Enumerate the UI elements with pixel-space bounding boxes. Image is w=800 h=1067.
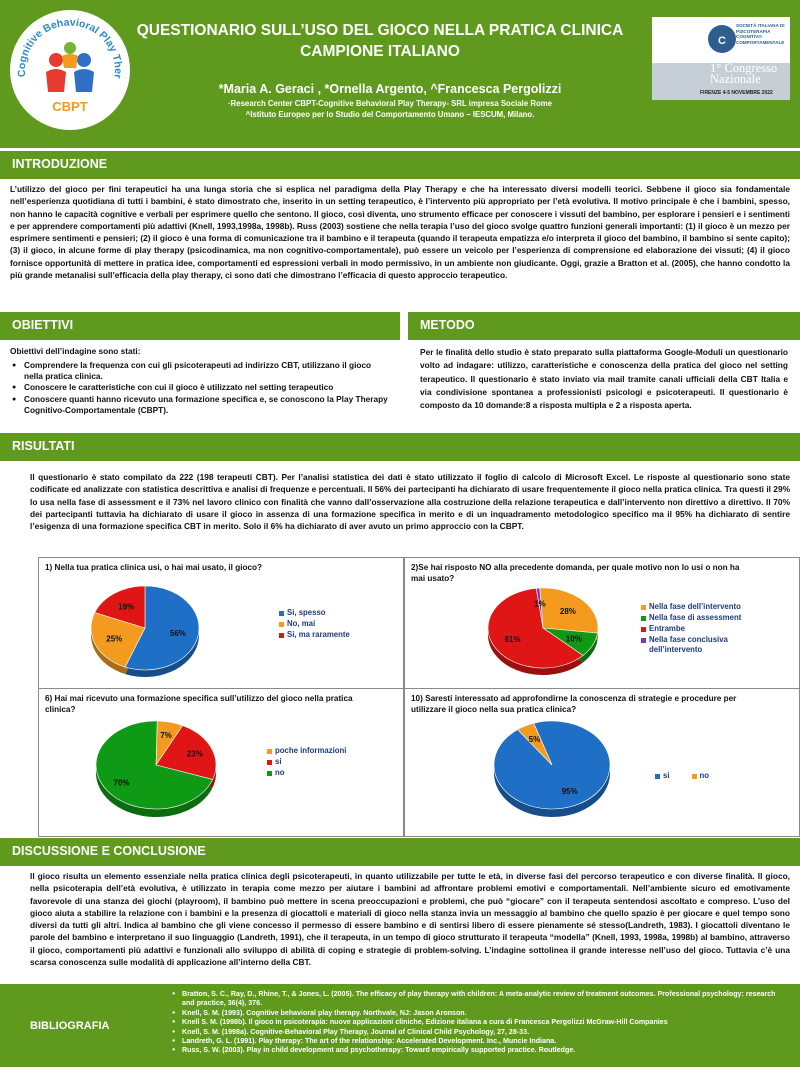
bibliografia-item: ● Bratton, S. C., Ray, D., Rhine, T., & Jones, L. (2005). The efficacy of play therapy with children: A meta-analytic review of treatment outcomes. Professional psychology: research and practice, 36(4), 376. <box>170 990 785 1009</box>
congress-date: FIRENZE 4-5 NOVEMBRE 2022 <box>700 90 773 96</box>
discussione-text: Il gioco risulta un elemento essenziale nella pratica clinica degli psicoterapeuti, in quanto utilizzabile per tutte le età, in diverse fasi del percorso terapeutico e con diverse finalità. Il gioco, nella psicoterapia dell’età evolutiva, è utilizzato in terapia come mezzo per aiutare i bambini ad affrontare problemi emotivi e comportamentali. Nell’ambiente sicuro ed emotivamente favorevole di una stanza dei giochi (playroom), il bambino può mettere in scena preoccupazioni e problemi, che può “giocare” con il terapeuta sentendosi ascoltato e compreso. L’uso del gioco aiuta a stabilire la relazione con i bambini e la presenza di giocattoli e materiali di gioco nella stanza invia un messaggio al bambino che quello spazio è per giocare e quel tempo sono diversi da tutti gli altri. Indica al bambino che gli viene concesso il permesso di essere bambino e di sentirsi libero di essere pienamente sé stesso(Landreth, 1983). I giocattoli diventano le parole del bambino e interpretano il suo linguaggio (Landreth, 1991), che il terapeuta, in un tempo di gioco strutturato il terapeuta “modella” (Knell, 1993, 1998a, 1998b) al bambino, attraverso il gioco, comportamenti più adattivi e funzionali allo sviluppo di abilità di coping e strategie di problem-solving. L’indagine sottolinea il grande interesse nell’uso del gioco. Tuttavia c’è una scarsa conoscenza sulle modalità di applicazione all’interno della CBT. <box>30 871 790 968</box>
chart-cell-3 <box>38 688 404 837</box>
legend-label: Nella fase di assessment <box>649 613 742 622</box>
pie-data-label: 61% <box>504 635 521 645</box>
pie-chart-1 <box>89 580 269 688</box>
legend-label: Entrambe <box>649 624 685 633</box>
affiliation-2: ^Istituto Europeo per lo Studio del Comportamento Umano – IESCUM, Milano. <box>245 110 535 119</box>
chart-legend-3 <box>267 746 387 779</box>
legend-swatch <box>641 616 646 621</box>
chart-question: 1) Nella tua pratica clinica usi, o hai mai usato, il gioco? <box>45 563 263 572</box>
bibliografia-item: ● Knell S. M. (1998b). Il gioco in psicoterapia: nuove applicazioni cliniche, Edizione italiana a cura di Francesca Pergolizzi McGraw-Hill Companies <box>170 1018 785 1027</box>
legend-label: Nella fase dell’intervento <box>649 602 741 611</box>
legend-swatch <box>692 774 697 779</box>
legend-swatch <box>279 611 284 616</box>
chart-legend-1 <box>279 608 389 641</box>
bibliografia-item: ● Russ, S. W. (2003). Play in child development and psychotherapy: Toward empirically supported practice. Routledge. <box>170 1046 785 1055</box>
legend-label: Si, ma raramente <box>287 630 350 639</box>
legend-label: no <box>699 771 710 780</box>
charts-grid <box>38 557 800 837</box>
title-line-2: CAMPIONE ITALIANO <box>300 43 460 60</box>
legend-swatch <box>641 627 646 632</box>
affiliation-1: ·Research Center CBPT-Cognitive Behavioral Play Therapy- SRL impresa Sociale Rome <box>228 99 552 108</box>
svg-text:Cognitive Behavioral Play Ther: Cognitive Behavioral Play Ther <box>15 16 125 80</box>
pie-data-label: 28% <box>559 607 576 617</box>
intro-heading: INTRODUZIONE <box>0 151 800 179</box>
bibliografia-item: ● Knell, S. M. (1993). Cognitive behavioral play therapy. Northvale, NJ: Jason Aronson. <box>170 1009 785 1018</box>
legend-label: no <box>275 768 285 777</box>
obiettivi-item: ● Comprendere la frequenza con cui gli psicoterapeuti ad indirizzo CBT, utilizzano il gioco nella pratica clinica. <box>10 360 390 382</box>
pie-data-label: 23% <box>186 749 203 759</box>
chart-cell-4 <box>404 688 800 837</box>
legend-swatch <box>267 771 272 776</box>
legend-item <box>279 630 389 640</box>
pie-data-label: 95% <box>561 786 578 796</box>
legend-label: No, mai <box>287 619 316 628</box>
legend-item <box>267 768 387 778</box>
legend-item <box>655 771 670 781</box>
obiettivi-item: ● Conoscere quanti hanno ricevuto una formazione specifica e, se conoscono la Play Therapy Cognitivo-Comportamentale (CBPT). <box>10 394 390 416</box>
legend-swatch <box>279 633 284 638</box>
pie-data-label: 56% <box>169 628 186 638</box>
pie-data-label: 25% <box>106 634 123 644</box>
legend-label: si <box>663 771 670 780</box>
bibliografia-list <box>170 990 785 1056</box>
legend-item <box>641 635 751 655</box>
legend-swatch <box>641 605 646 610</box>
chart-cell-1 <box>38 557 404 688</box>
pie-data-label: 10% <box>565 634 582 644</box>
chart-question: 2)Se hai risposto NO alla precedente domanda, per quale motivo non lo usi o non ha mai usato? <box>411 563 740 583</box>
chart-legend-4 <box>655 771 765 782</box>
cbpt-logo <box>8 8 132 132</box>
obiettivi-item: ● Conoscere le caratteristiche con cui il gioco è utilizzato nel setting terapeutico <box>10 382 390 393</box>
pie-chart-3 <box>94 717 274 833</box>
legend-item <box>641 602 751 612</box>
legend-swatch <box>267 760 272 765</box>
metodo-text: Per le finalità dello studio è stato preparato sulla piattaforma Google-Moduli un questionario volto ad indagare: utilizzo, caratteristiche e conoscenza della pratica del gioco nel setting terapeutico. Il questionario è stato inviato via mail tramite canali ufficiali della CBT Italia e via condivisione spontanea a professionisti psicologi e psicoterapeuti. Il questionario è composto da 10 domande:8 a risposta multipla e 2 a risposta aperta. <box>420 347 788 411</box>
legend-label: poche informazioni <box>275 746 347 755</box>
congress-society: SOCIETÀ ITALIANA DI PSICOTERAPIA COGNITIVO COMPORTAMENTALE <box>736 23 785 45</box>
congress-line-2: Nazionale <box>710 72 761 86</box>
legend-label: Si, spesso <box>287 608 326 617</box>
congress-line-1: 1° Congresso <box>710 61 778 75</box>
discussione-heading: DISCUSSIONE E CONCLUSIONE <box>0 838 800 866</box>
bibliografia-item: ● Landreth, G. L. (1991). Play therapy: The art of the relationship: Accelerated Development. Inc., Muncie Indiana. <box>170 1037 785 1046</box>
congress-badge <box>652 17 790 100</box>
legend-item <box>267 757 387 767</box>
legend-swatch <box>267 749 272 754</box>
chart-question: 10) Saresti interessato ad approfondirne la conoscenza di strategie e procedure per utilizzare il gioco nella sua pratica clinica? <box>411 694 737 714</box>
legend-item <box>279 608 389 618</box>
legend-label: si <box>275 757 282 766</box>
legend-item <box>279 619 389 629</box>
metodo-heading: METODO <box>408 312 800 340</box>
pie-data-label: 19% <box>118 602 135 612</box>
pie-data-label: 5% <box>528 735 541 745</box>
risultati-heading: RISULTATI <box>0 433 800 461</box>
pie-chart-4 <box>490 717 650 833</box>
intro-text: L’utilizzo del gioco per fini terapeutici ha una lunga storia che si esplica nel paradigma della Play Therapy e che ha interessato diversi modelli teorici. Sebbene il gioco sia fondamentale nell’esperienza quotidiana di tutti i bambini, è stato dimostrato che, inserito in un setting terapeutico, è l’intervento più appropriato per l’età evolutiva. Il motivo principale è che i bambini, spesso, non hanno le capacità cognitive e verbali per esprimere quello che sentono. Il gioco, così diventa, uno strumento efficace per conoscere i vissuti del bambino, per esplorare i pensieri e i sentimenti e per apprendere comportamenti più adattivi (Knell, 1993,1998a, 1998b). Russ (2003) sostiene che nella terapia l’uso del gioco svolge quattro funzioni generali importanti: (1) il gioco è un mezzo per esprimere sentimenti e pensieri; (2) il gioco è una forma di comunicazione tra il bambino e il terapeuta (quando il terapeuta empatizza e/o interpreta il gioco del bambino, il bambino si sente capito); (3) il gioco, in alcune forme di play therapy (psicodinamica, ma non cognitivo-comportamentale), può essere un veicolo per l’esperienza di comprensione ed elaborazione dei vissuti; (4) il gioco fornisce opportunità di mettere in pratica idee, comportamenti ed espressioni verbali in modo permissivo, in un ambiente non giudicante. Oggi, grazie a Bratton et al. (2005), che hanno condotto la più grande metanalisi sull’efficacia della play therapy, ci sono dati che dimostrano l’efficacia di questo approccio terapeutico. <box>10 184 790 281</box>
obiettivi-intro: Obiettivi dell’indagine sono stati: <box>10 346 141 356</box>
legend-item <box>641 613 751 623</box>
obiettivi-heading: OBIETTIVI <box>0 312 400 340</box>
pie-data-label: 70% <box>113 778 130 788</box>
poster-title <box>130 20 630 62</box>
legend-swatch <box>655 774 660 779</box>
legend-label: Nella fase conclusiva dell’intervento <box>649 635 728 654</box>
chart-question: 6) Hai mai ricevuto una formazione specifica sull’utilizzo del gioco nella pratica clinica? <box>45 694 353 714</box>
legend-swatch <box>641 638 646 643</box>
risultati-text: Il questionario è stato compilato da 222 (198 terapeuti CBT). Per l’analisi statistica dei dati è stato utilizzato il foglio di calcolo di Microsoft Excel. Le risposte al questionario sono state codificate ed analizzate con statistica descrittiva e analisi di frequenze e percentuali. Il 56% dei partecipanti ha dichiarato di usare frequentemente il gioco nella pratica clinica. Tra questi il 29% lo usa nella fase di assessment e il 73% nel lavoro clinico con finalità che vanno dall’osservazione alla costruzione della relazione terapeutica e dall’intervento non direttivo a direttivo. Il 70% dei partecipanti tuttavia ha dichiarato di usare il gioco in assenza di una formazione specifica in merito e di un inquadramento metodologico specifico ma il 95% ha dichiarato di sentire l’esigenza di una formazione specifica CBT in merito. Solo il 6% ha dichiarato di aver avuto un primo approccio con la CBPT. <box>30 472 790 532</box>
poster-header <box>0 0 800 148</box>
legend-item <box>641 624 751 634</box>
chart-legend-2 <box>641 602 751 656</box>
title-line-1: QUESTIONARIO SULL’USO DEL GIOCO NELLA PRATICA CLINICA <box>136 22 624 39</box>
svg-text:CBPT: CBPT <box>52 99 88 114</box>
legend-item <box>692 771 710 781</box>
authors: *Maria A. Geraci , *Ornella Argento, ^Francesca Pergolizzi <box>218 82 562 96</box>
bibliografia-item: ● Knell, S. M. (1998a). Cognitive-Behavioral Play Therapy, Journal of Clinical Child Psychology, 27, 28-33. <box>170 1028 785 1037</box>
affiliations <box>160 98 620 120</box>
chart-cell-2 <box>404 557 800 688</box>
obiettivi-list <box>10 360 390 416</box>
obiettivi-block <box>10 346 390 416</box>
legend-swatch <box>279 622 284 627</box>
bibliografia-heading: BIBLIOGRAFIA <box>30 1020 110 1032</box>
pie-chart-2 <box>483 586 653 689</box>
pie-data-label: 1% <box>534 599 546 609</box>
legend-item <box>267 746 387 756</box>
svg-text:C: C <box>718 35 726 47</box>
pie-data-label: 7% <box>160 731 172 741</box>
